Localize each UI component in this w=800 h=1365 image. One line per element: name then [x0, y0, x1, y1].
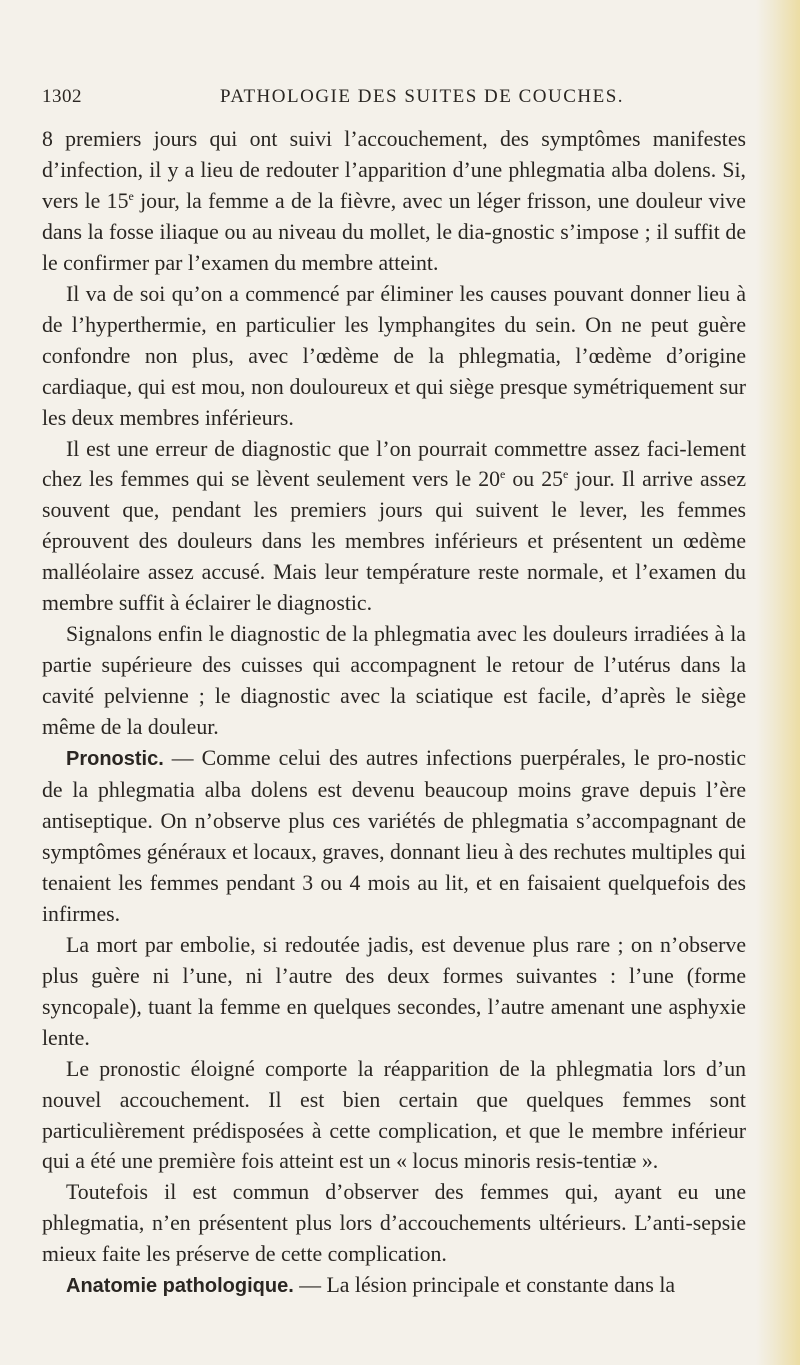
paragraph-6: La mort par embolie, si redoutée jadis, est devenue plus rare ; on n’observe plus guère ni l’une, ni l’autre des deux formes suivantes : l’une (forme syncopale), tuant la femme en quelques secondes, l’autre amenant une asphyxie lente. [42, 932, 746, 1050]
page-number: 1302 [42, 86, 82, 107]
section-heading-pronostic: Pronostic. [66, 748, 164, 771]
paragraph-anatomie: Anatomie pathologique. — La lésion principale et constante dans la [66, 1273, 676, 1298]
paragraph-8: Toutefois il est commun d’observer des femmes qui, ayant eu une phlegmatia, n’en présentent plus lors d’accouchements ultérieurs. L’anti-sepsie mieux faite les préserve de cette complication. [42, 1180, 746, 1267]
paragraph-4: Signalons enfin le diagnostic de la phlegmatia avec les douleurs irradiées à la partie supérieure des cuisses qui accompagnent le retour de l’utérus dans la cavité pelvienne ; le diagnostic avec la sciatique est facile, d’après le siège même de la douleur. [42, 622, 746, 740]
page-edge-tint [756, 0, 800, 1365]
paragraph-pronostic: Pronostic. — Comme celui des autres infections puerpérales, le pro-nostic de la phlegmatia alba dolens est devenu beaucoup moins grave depuis l’ère antiseptique. On n’observe plus ces variétés de phlegmatia s’accompagnant de symptômes généraux et locaux, graves, donnant lieu à des rechutes multiples qui tenaient les femmes pendant 3 ou 4 mois au lit, et en faisaient quelquefois des infirmes. [42, 746, 746, 926]
paragraph-1: 8 premiers jours qui ont suivi l’accouchement, des symptômes manifestes d’infection, il y a lieu de redouter l’apparition d’une phlegmatia alba dolens. Si, vers le 15e jour, la femme a de la fièvre, avec un léger frisson, une douleur vive dans la fosse iliaque ou au niveau du mollet, le dia-gnostic s’impose ; il suffit de le confirmer par l’examen du membre atteint. [42, 127, 746, 275]
paragraph-2: Il va de soi qu’on a commencé par éliminer les causes pouvant donner lieu à de l’hyperthermie, en particulier les lymphangites du sein. On ne peut guère confondre non plus, avec l’œdème de la phlegmatia, l’œdème d’origine cardiaque, qui est mou, non douloureux et qui siège presque symétriquement sur les deux membres inférieurs. [42, 281, 746, 430]
body-text [42, 124, 746, 1302]
page-header [42, 86, 742, 110]
section-heading-anatomie: Anatomie pathologique. [66, 1275, 294, 1298]
paragraph-7: Le pronostic éloigné comporte la réapparition de la phlegmatia lors d’un nouvel accouchement. Il est bien certain que quelques femmes sont particulièrement prédisposées à cette complication, et que le membre inférieur qui a été une première fois atteint est un « locus minoris resis-tentiæ ». [42, 1056, 746, 1174]
running-head: PATHOLOGIE DES SUITES DE COUCHES. [220, 86, 625, 107]
paragraph-3: Il est une erreur de diagnostic que l’on pourrait commettre assez faci-lement chez les femmes qui se lèvent seulement vers le 20e ou 25e jour. Il arrive assez souvent que, pendant les premiers jours qui suivent le lever, les femmes éprouvent des douleurs dans les membres inférieurs et présentent un œdème malléolaire assez accusé. Mais leur température reste normale, et l’examen du membre suffit à éclairer le diagnostic. [42, 436, 746, 616]
